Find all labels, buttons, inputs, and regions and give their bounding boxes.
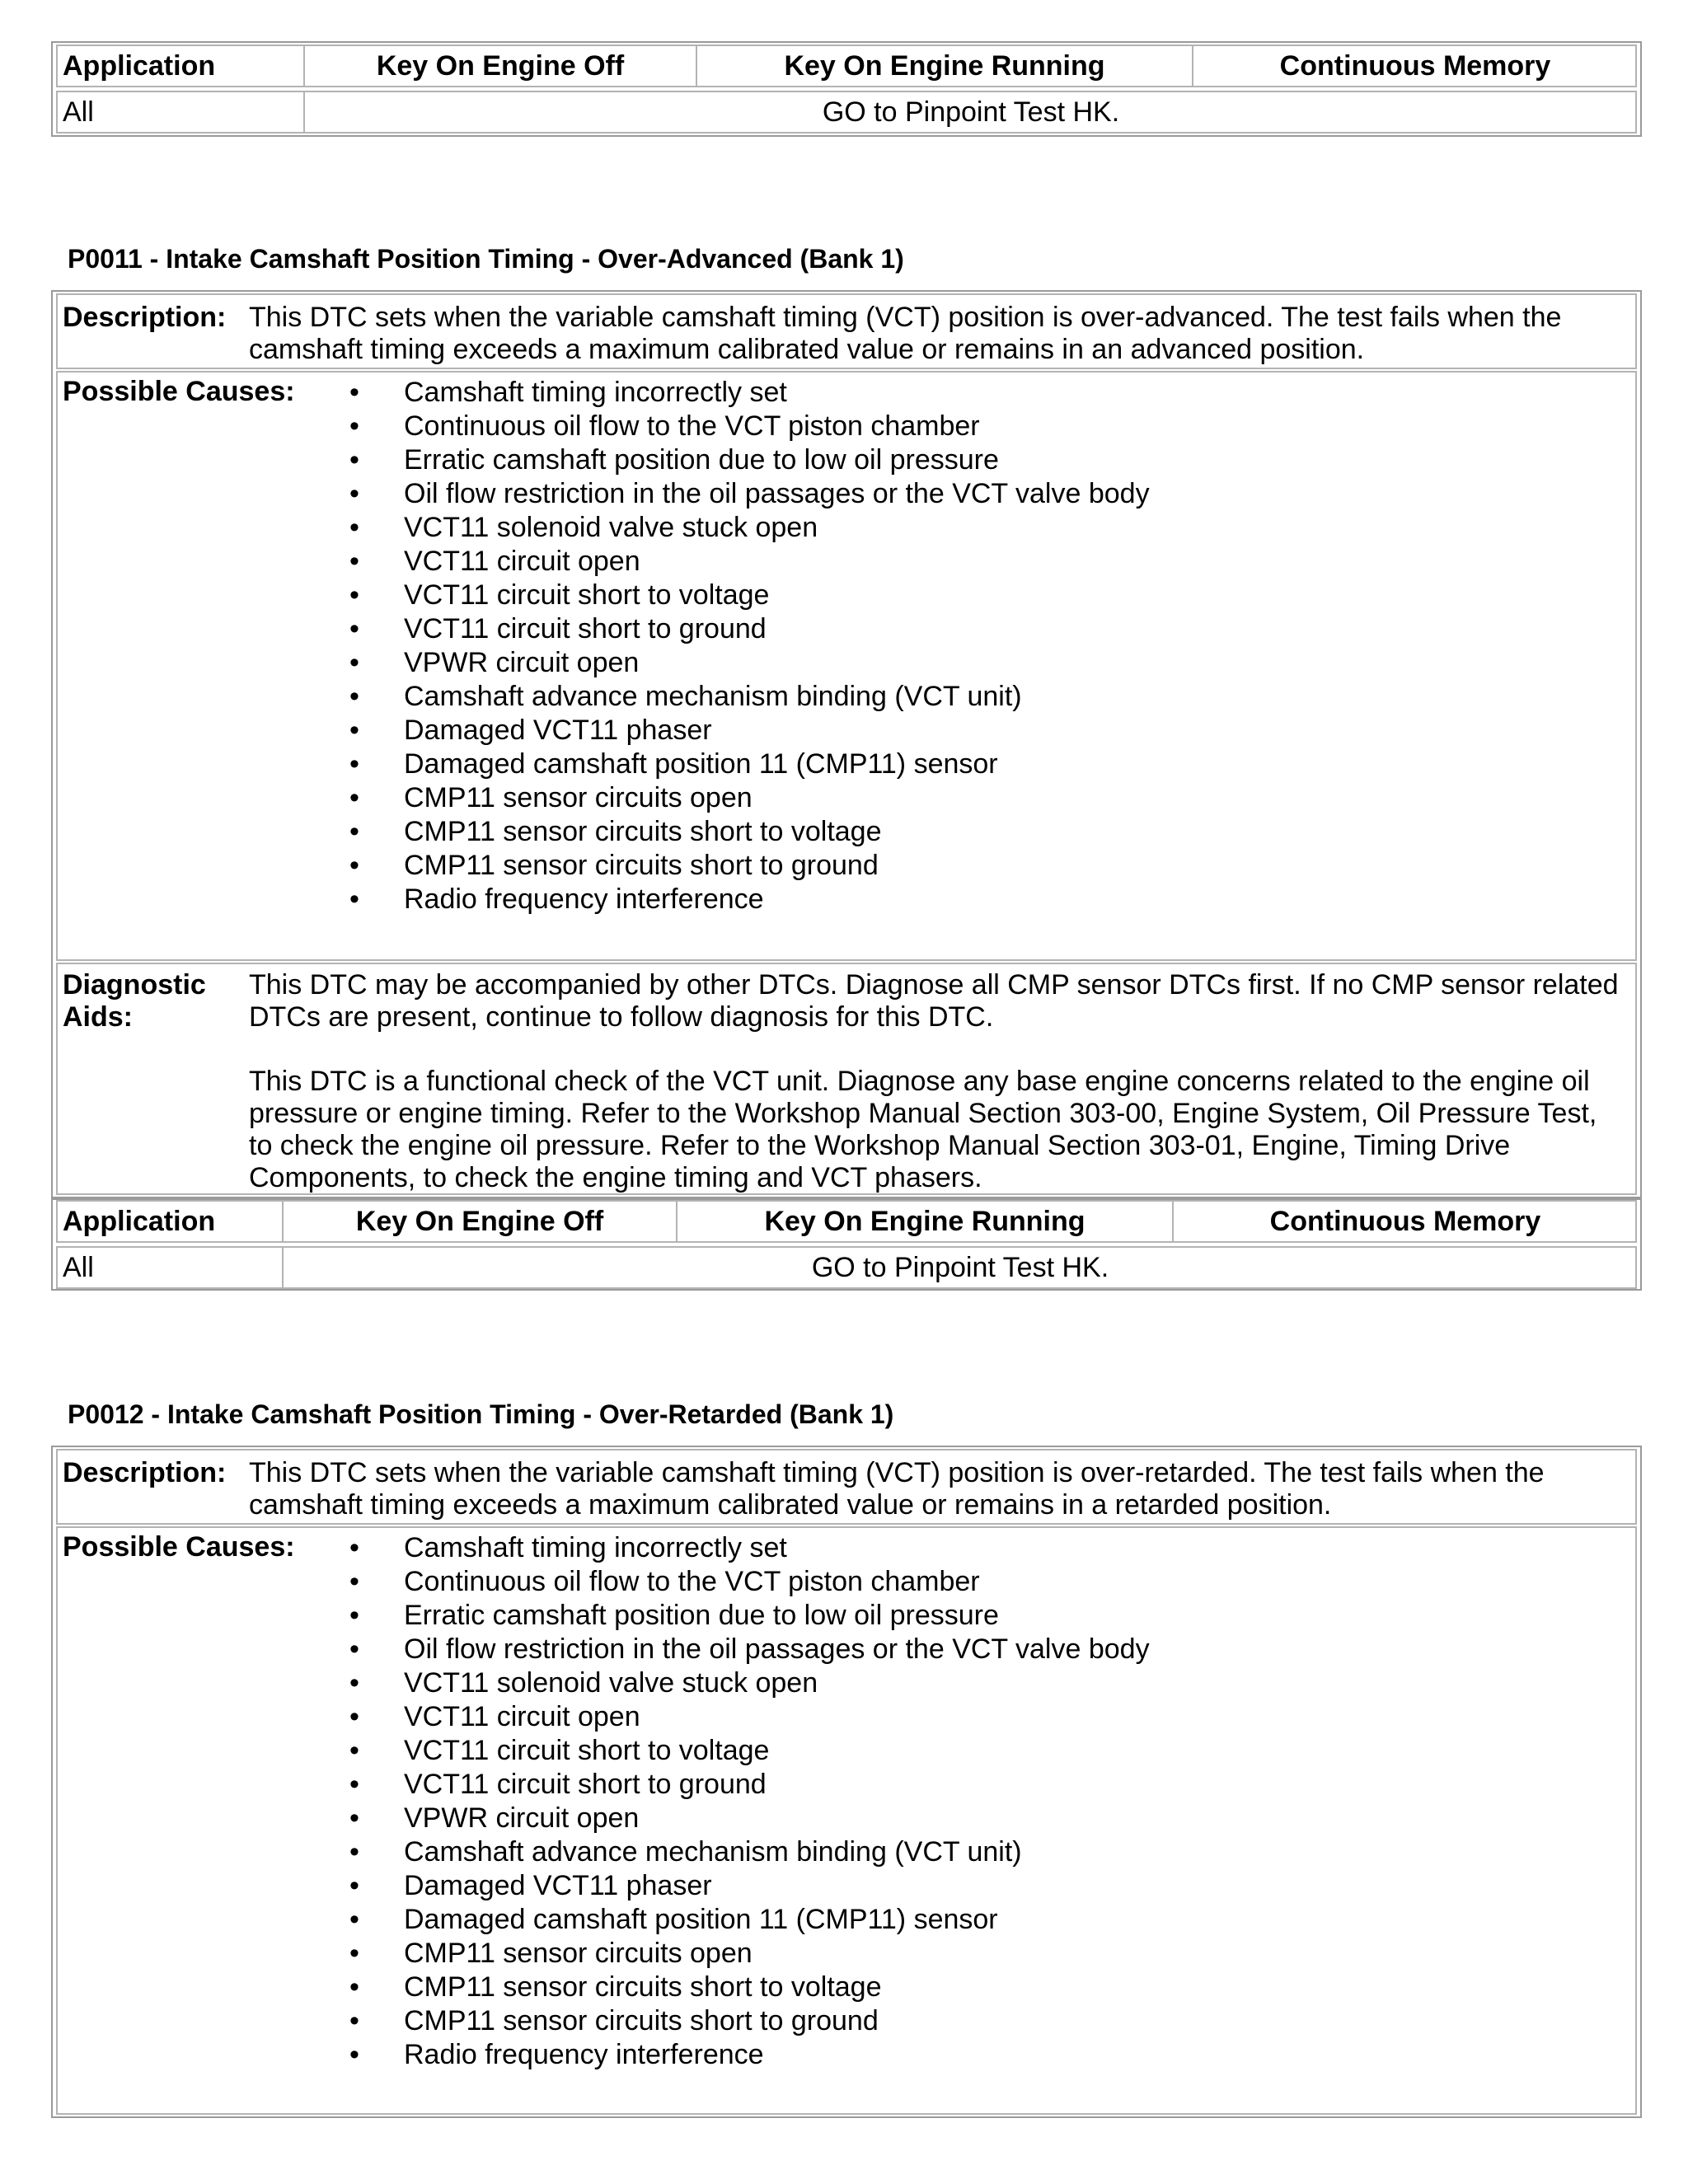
table-header-row: [56, 45, 1637, 87]
p0011-info-table: [51, 290, 1642, 1198]
list-item: • CMP11 sensor circuits short to ground: [346, 2004, 1150, 2038]
list-item: • Damaged camshaft position 11 (CMP11) sensor: [346, 748, 1150, 781]
row-application: All: [63, 96, 94, 128]
header-continuous-memory: Continuous Memory: [1279, 50, 1551, 82]
possible-causes-list: [346, 376, 1150, 916]
top-application-table: [51, 41, 1642, 137]
list-item: • Erratic camshaft position due to low oil pressure: [346, 443, 1150, 477]
header-key-on-engine-running: Key On Engine Running: [764, 1206, 1085, 1237]
list-item: • VCT11 solenoid valve stuck open: [346, 1666, 1150, 1700]
list-item: • VPWR circuit open: [346, 1802, 1150, 1835]
list-item: • VPWR circuit open: [346, 646, 1150, 680]
p0011-application-table: [51, 1198, 1642, 1291]
list-item: • Oil flow restriction in the oil passages or the VCT valve body: [346, 477, 1150, 511]
description-row: [56, 293, 1637, 369]
list-item: • VCT11 solenoid valve stuck open: [346, 511, 1150, 545]
description-row: [56, 1449, 1637, 1525]
list-item: • Damaged VCT11 phaser: [346, 1869, 1150, 1903]
list-item: • VCT11 circuit short to ground: [346, 612, 1150, 646]
list-item: • CMP11 sensor circuits open: [346, 1937, 1150, 1971]
possible-causes-row: [56, 371, 1637, 961]
list-item: • Continuous oil flow to the VCT piston chamber: [346, 410, 1150, 443]
description-label: Description:: [63, 1457, 227, 1488]
diagnostic-aids-paragraph-2: This DTC is a functional check of the VCT unit. Diagnose any base engine concerns related to the engine oil pressure or engine timing. Refer to the Workshop Manual Section 303-00, Engine System, Oil Pressure Test, to check the engine oil pressure. Refer to the Workshop Manual Section 303-01, Engine, Timing Drive Components, to check the engine timing and VCT phasers.: [249, 1066, 1597, 1193]
list-item: • CMP11 sensor circuits short to voltage: [346, 815, 1150, 849]
header-application: Application: [63, 1206, 216, 1237]
list-item: • VCT11 circuit short to ground: [346, 1768, 1150, 1802]
list-item: • Radio frequency interference: [346, 2038, 1150, 2072]
header-key-on-engine-off: Key On Engine Off: [355, 1206, 604, 1237]
diagnostic-aids-label: Diagnostic Aids:: [63, 969, 206, 1033]
table-header-row: [56, 1200, 1637, 1243]
description-text: This DTC sets when the variable camshaft timing (VCT) position is over-advanced. The test fails when the camshaft timing exceeds a maximum calibrated value or remains in an advanced position.: [249, 302, 1562, 365]
p0012-info-table: [51, 1446, 1642, 2118]
table-row: [56, 91, 1637, 134]
list-item: • Erratic camshaft position due to low oil pressure: [346, 1599, 1150, 1633]
list-item: • Oil flow restriction in the oil passages or the VCT valve body: [346, 1633, 1150, 1666]
possible-causes-label: Possible Causes:: [63, 1531, 295, 1563]
list-item: • VCT11 circuit short to voltage: [346, 1734, 1150, 1768]
list-item: • Camshaft advance mechanism binding (VCT unit): [346, 1835, 1150, 1869]
section-title-p0011: P0011 - Intake Camshaft Position Timing - Over-Advanced (Bank 1): [68, 244, 904, 274]
list-item: • Camshaft timing incorrectly set: [346, 1531, 1150, 1565]
list-item: • Camshaft advance mechanism binding (VCT unit): [346, 680, 1150, 714]
list-item: • CMP11 sensor circuits short to voltage: [346, 1971, 1150, 2004]
list-item: • Radio frequency interference: [346, 883, 1150, 916]
list-item: • Continuous oil flow to the VCT piston chamber: [346, 1565, 1150, 1599]
possible-causes-row: [56, 1526, 1637, 2115]
description-label: Description:: [63, 302, 227, 333]
list-item: • Camshaft timing incorrectly set: [346, 376, 1150, 410]
section-title-p0012: P0012 - Intake Camshaft Position Timing - Over-Retarded (Bank 1): [68, 1399, 894, 1429]
header-continuous-memory: Continuous Memory: [1269, 1206, 1541, 1237]
diagnostic-aids-row: [56, 963, 1637, 1195]
list-item: • CMP11 sensor circuits short to ground: [346, 849, 1150, 883]
possible-causes-label: Possible Causes:: [63, 376, 295, 407]
row-application: All: [63, 1252, 94, 1283]
list-item: • Damaged VCT11 phaser: [346, 714, 1150, 748]
header-application: Application: [63, 50, 216, 82]
row-action: GO to Pinpoint Test HK.: [811, 1252, 1109, 1283]
header-key-on-engine-off: Key On Engine Off: [376, 50, 625, 82]
description-text: This DTC sets when the variable camshaft timing (VCT) position is over-retarded. The test fails when the camshaft timing exceeds a maximum calibrated value or remains in a retarded position.: [249, 1457, 1545, 1521]
header-key-on-engine-running: Key On Engine Running: [784, 50, 1105, 82]
list-item: • VCT11 circuit open: [346, 545, 1150, 579]
list-item: • VCT11 circuit short to voltage: [346, 579, 1150, 612]
list-item: • VCT11 circuit open: [346, 1700, 1150, 1734]
list-item: • CMP11 sensor circuits open: [346, 781, 1150, 815]
possible-causes-list: [346, 1531, 1150, 2072]
diagnostic-aids-paragraph-1: This DTC may be accompanied by other DTCs. Diagnose all CMP sensor DTCs first. If no CMP sensor related DTCs are present, continue to follow diagnosis for this DTC.: [249, 969, 1619, 1033]
list-item: • Damaged camshaft position 11 (CMP11) sensor: [346, 1903, 1150, 1937]
table-row: [56, 1246, 1637, 1289]
row-action: GO to Pinpoint Test HK.: [822, 96, 1120, 128]
